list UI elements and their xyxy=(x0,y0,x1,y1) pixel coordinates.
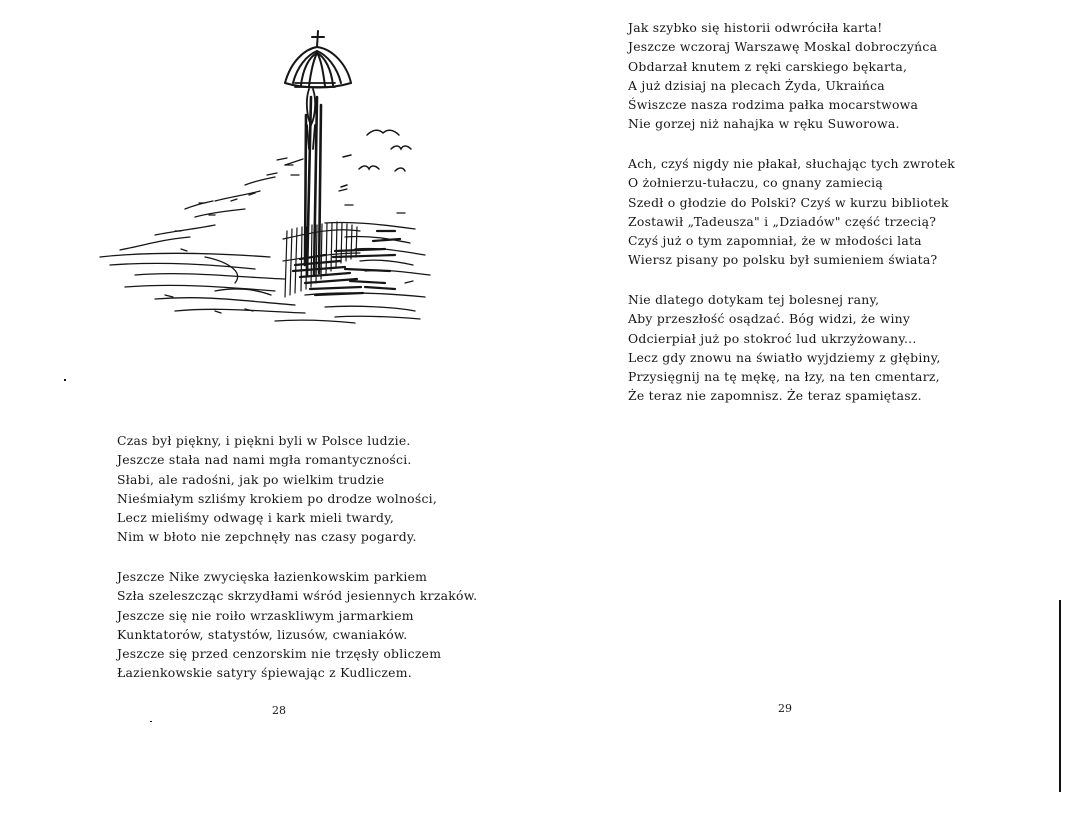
verse-line: Zostawił „Tadeusza" i „Dziadów" część trzecią? xyxy=(628,213,937,229)
crucifix-post xyxy=(305,97,321,275)
fence xyxy=(283,222,360,297)
verse-line: Przysięgnij na tę mękę, na łzy, na ten cmentarz, xyxy=(628,369,940,385)
verse-line: Obdarzał knutem z ręki carskiego bękarta, xyxy=(628,58,908,74)
page-number-left: 28 xyxy=(272,704,286,717)
left-stanza-2 xyxy=(117,567,477,683)
verse-line: Lecz gdy znowu na światło wyjdziemy z głębiny, xyxy=(628,349,941,365)
verse-line: Nim w błoto nie zepchnęły nas czasy pogardy. xyxy=(117,529,417,545)
verse-line: Szła szeleszcząc skrzydłami wśród jesiennych krzaków. xyxy=(117,588,478,604)
scan-speck xyxy=(150,721,152,722)
verse-line: Jeszcze Nike zwycięska łazienkowskim parkiem xyxy=(117,569,428,584)
reed-dashes xyxy=(165,158,413,313)
birds xyxy=(341,130,411,187)
verse-line: Kunktatorów, statystów, lizusów, cwaniaków. xyxy=(117,626,408,642)
verse-line: Nie dlatego dotykam tej bolesnej rany, xyxy=(628,292,880,307)
verse-line: O żołnierzu-tułaczu, co gnany zamiecią xyxy=(628,175,883,191)
verse-line: Czyś już o tym zapomniał, że w młodości lata xyxy=(628,233,922,249)
verse-line: Nieśmiałym szliśmy krokiem po drodze wolności, xyxy=(117,490,438,506)
verse-line: Świszcze nasza rodzima pałka mocarstwowa xyxy=(628,97,919,113)
right-stanza-3 xyxy=(628,290,941,406)
verse-line: Słabi, ale radośni, jak po wielkim trudzie xyxy=(117,471,385,487)
verse-line: Jeszcze się przed cenzorskim nie trzęsły obliczem xyxy=(117,646,442,662)
verse-line: Jeszcze stała nad nami mgła romantyczności. xyxy=(117,452,412,468)
verse-line: Że teraz nie zapomnisz. Że teraz spamiętasz. xyxy=(628,388,922,404)
canopy-roof xyxy=(285,31,351,88)
page-number-right: 29 xyxy=(778,702,792,715)
scan-speck xyxy=(64,379,66,381)
verse-line: Nie gorzej niż nahajka w ręku Suworowa. xyxy=(628,116,900,132)
verse-line: Jeszcze wczoraj Warszawę Moskal dobroczyńca xyxy=(628,39,938,55)
verse-line: Aby przeszłość osądzać. Bóg widzi, że winy xyxy=(628,311,911,327)
verse-line: Odcierpiał już po stokroć lud ukrzyżowany... xyxy=(628,330,917,346)
verse-line: A już dzisiaj na plecach Żyda, Ukraińca xyxy=(628,77,885,93)
verse-line: Jeszcze się nie roiło wrzaskliwym jarmarkiem xyxy=(117,607,414,623)
left-stanza-1 xyxy=(117,431,437,547)
verse-line: Czas był piękny, i piękni byli w Polsce ludzie. xyxy=(117,433,411,448)
verse-line: Lecz mieliśmy odwagę i kark mieli twardy, xyxy=(117,510,395,526)
roadside-crucifix-illustration xyxy=(95,25,440,330)
verse-line: Szedł o głodzie do Polski? Czyś w kurzu bibliotek xyxy=(628,194,949,210)
verse-line: Ach, czyś nigdy nie płakał, słuchając tych zwrotek xyxy=(628,156,956,171)
scan-edge-line xyxy=(1059,600,1061,792)
verse-line: Jak szybko się historii odwróciła karta! xyxy=(628,20,883,35)
verse-line: Łazienkowskie satyry śpiewając z Kudliczem. xyxy=(117,665,412,681)
right-stanza-1 xyxy=(628,18,937,134)
right-stanza-2 xyxy=(628,154,955,270)
verse-line: Wiersz pisany po polsku był sumieniem świata? xyxy=(628,252,938,268)
